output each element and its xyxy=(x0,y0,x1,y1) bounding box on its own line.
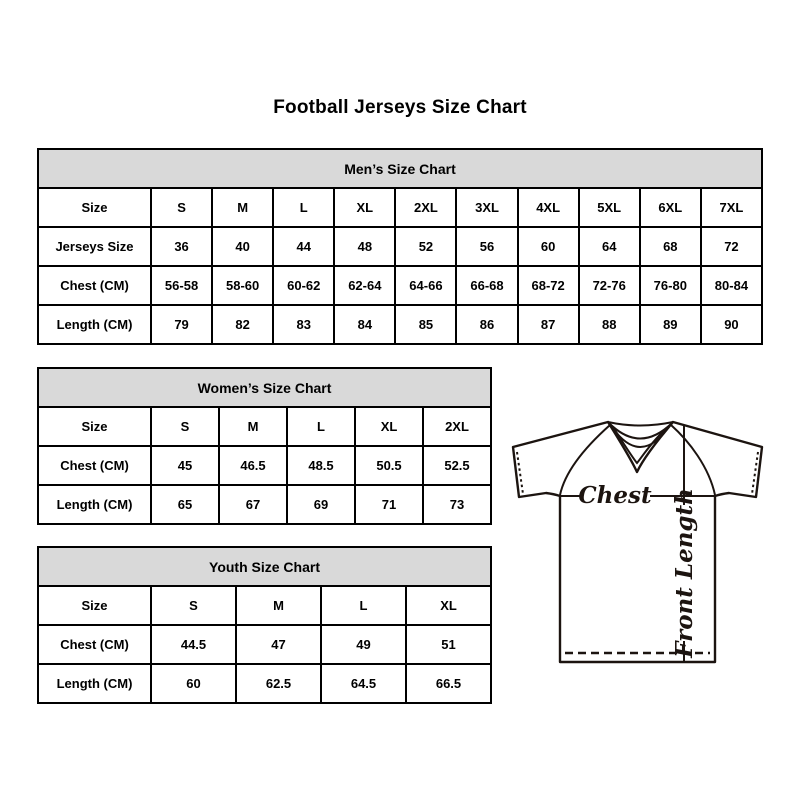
value-cell: 64-66 xyxy=(395,266,456,305)
value-cell: M xyxy=(219,407,287,446)
value-cell: 44 xyxy=(273,227,334,266)
value-cell: 65 xyxy=(151,485,219,524)
value-cell: 2XL xyxy=(423,407,491,446)
value-cell: 36 xyxy=(151,227,212,266)
value-cell: 56-58 xyxy=(151,266,212,305)
table-title: Women’s Size Chart xyxy=(38,368,491,407)
value-cell: 66-68 xyxy=(456,266,517,305)
row-label-cell: Length (CM) xyxy=(38,485,151,524)
table-title-row xyxy=(38,368,491,407)
table-row xyxy=(38,305,762,344)
page-title: Football Jerseys Size Chart xyxy=(273,97,527,118)
value-cell: L xyxy=(287,407,355,446)
value-cell: XL xyxy=(355,407,423,446)
table-row xyxy=(38,485,491,524)
row-label-cell: Length (CM) xyxy=(38,305,151,344)
table-title: Men’s Size Chart xyxy=(38,149,762,188)
jersey-diagram xyxy=(504,415,768,667)
value-cell: 40 xyxy=(212,227,273,266)
jersey-outline xyxy=(513,422,762,662)
value-cell: L xyxy=(273,188,334,227)
value-cell: M xyxy=(212,188,273,227)
chest-label: Chest xyxy=(578,482,652,509)
front-length-label: Front Length xyxy=(671,488,698,658)
value-cell: 5XL xyxy=(579,188,640,227)
youth-size-table xyxy=(37,546,492,704)
value-cell: 45 xyxy=(151,446,219,485)
value-cell: 58-60 xyxy=(212,266,273,305)
value-cell: 71 xyxy=(355,485,423,524)
value-cell: L xyxy=(321,586,406,625)
value-cell: 49 xyxy=(321,625,406,664)
value-cell: 60 xyxy=(151,664,236,703)
value-cell: 79 xyxy=(151,305,212,344)
value-cell: 48.5 xyxy=(287,446,355,485)
value-cell: 60 xyxy=(518,227,579,266)
value-cell: 62-64 xyxy=(334,266,395,305)
value-cell: 3XL xyxy=(456,188,517,227)
value-cell: 66.5 xyxy=(406,664,491,703)
value-cell: 44.5 xyxy=(151,625,236,664)
value-cell: S xyxy=(151,188,212,227)
value-cell: 80-84 xyxy=(701,266,762,305)
row-label-cell: Jerseys Size xyxy=(38,227,151,266)
value-cell: 69 xyxy=(287,485,355,524)
value-cell: 60-62 xyxy=(273,266,334,305)
table-row xyxy=(38,586,491,625)
row-label-cell: Chest (CM) xyxy=(38,266,151,305)
womens-size-table xyxy=(37,367,492,525)
value-cell: 52 xyxy=(395,227,456,266)
row-label-cell: Chest (CM) xyxy=(38,446,151,485)
mens-size-table xyxy=(37,148,763,345)
value-cell: 4XL xyxy=(518,188,579,227)
value-cell: 50.5 xyxy=(355,446,423,485)
value-cell: 47 xyxy=(236,625,321,664)
value-cell: 76-80 xyxy=(640,266,701,305)
table-row xyxy=(38,227,762,266)
value-cell: 89 xyxy=(640,305,701,344)
value-cell: 87 xyxy=(518,305,579,344)
value-cell: 48 xyxy=(334,227,395,266)
value-cell: 90 xyxy=(701,305,762,344)
value-cell: 86 xyxy=(456,305,517,344)
row-label-cell: Length (CM) xyxy=(38,664,151,703)
table-row xyxy=(38,188,762,227)
value-cell: 2XL xyxy=(395,188,456,227)
collar-top-line xyxy=(608,422,673,426)
table-title-row xyxy=(38,149,762,188)
row-label-cell: Size xyxy=(38,407,151,446)
value-cell: 6XL xyxy=(640,188,701,227)
value-cell: S xyxy=(151,586,236,625)
value-cell: S xyxy=(151,407,219,446)
value-cell: 68 xyxy=(640,227,701,266)
table-row xyxy=(38,446,491,485)
value-cell: XL xyxy=(406,586,491,625)
value-cell: 85 xyxy=(395,305,456,344)
value-cell: 72 xyxy=(701,227,762,266)
value-cell: 46.5 xyxy=(219,446,287,485)
table-title: Youth Size Chart xyxy=(38,547,491,586)
value-cell: 64.5 xyxy=(321,664,406,703)
table-title-row xyxy=(38,547,491,586)
table-row xyxy=(38,664,491,703)
value-cell: 51 xyxy=(406,625,491,664)
value-cell: M xyxy=(236,586,321,625)
table-row xyxy=(38,266,762,305)
row-label-cell: Size xyxy=(38,586,151,625)
row-label-cell: Size xyxy=(38,188,151,227)
value-cell: 88 xyxy=(579,305,640,344)
row-label-cell: Chest (CM) xyxy=(38,625,151,664)
value-cell: 68-72 xyxy=(518,266,579,305)
value-cell: 56 xyxy=(456,227,517,266)
value-cell: 73 xyxy=(423,485,491,524)
table-row xyxy=(38,407,491,446)
value-cell: 84 xyxy=(334,305,395,344)
value-cell: 82 xyxy=(212,305,273,344)
value-cell: 62.5 xyxy=(236,664,321,703)
value-cell: 83 xyxy=(273,305,334,344)
value-cell: 64 xyxy=(579,227,640,266)
value-cell: 52.5 xyxy=(423,446,491,485)
table-row xyxy=(38,625,491,664)
value-cell: 7XL xyxy=(701,188,762,227)
value-cell: XL xyxy=(334,188,395,227)
value-cell: 72-76 xyxy=(579,266,640,305)
value-cell: 67 xyxy=(219,485,287,524)
